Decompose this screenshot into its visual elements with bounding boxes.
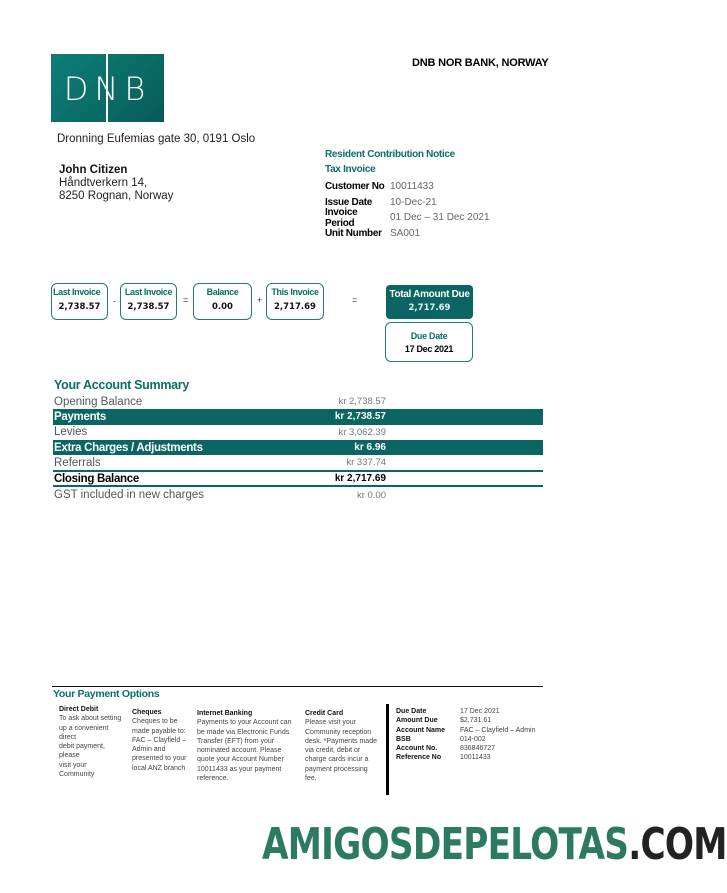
field-label: Invoice Period	[325, 206, 358, 229]
detail-label: BSB	[396, 735, 411, 743]
detail-row-bsb	[396, 735, 535, 744]
method-line: debit payment,	[59, 743, 105, 751]
recipient-name: John Citizen	[59, 164, 128, 176]
watermark-main: AMIGOSDEPELOTAS	[262, 819, 629, 870]
field-label: Unit Number	[325, 227, 382, 239]
recipient-address-block	[59, 164, 173, 203]
row-value: kr 2,717.69	[334, 473, 386, 485]
box-label: This Invoice	[271, 287, 319, 297]
payment-method-cheques	[132, 708, 194, 773]
detail-value: 10011433	[460, 754, 491, 762]
method-line: To ask about setting	[59, 715, 122, 723]
box-value: 2,738.57	[58, 302, 101, 312]
row-value: kr 3,062.39	[338, 426, 386, 438]
payment-method-credit-card	[305, 709, 385, 783]
notice-subtitle: Tax Invoice	[325, 164, 376, 175]
detail-row-amount-due	[396, 716, 535, 725]
row-label: Extra Charges / Adjustments	[54, 441, 203, 454]
summary-row-extra-charges	[53, 440, 543, 455]
bank-payment-details	[396, 707, 535, 763]
sender-address: Dronning Eufemias gate 30, 0191 Oslo	[57, 133, 256, 145]
invoice-details	[325, 149, 490, 241]
method-line: nominated account. Please	[197, 747, 282, 755]
summary-row-gst	[53, 487, 543, 502]
method-line: local ANZ branch	[132, 764, 186, 772]
notice-title: Resident Contribution Notice	[325, 149, 455, 160]
field-value: 01 Dec – 31 Dec 2021	[390, 212, 490, 224]
method-line: Payments to your Account can	[197, 719, 292, 727]
payment-method-internet-banking	[197, 709, 297, 783]
due-date-label: Due Date	[410, 331, 448, 341]
method-line: direct	[59, 733, 77, 741]
plus-operator: +	[257, 295, 263, 305]
summary-row-payments	[53, 409, 543, 424]
detail-value: $2,731.61	[460, 717, 492, 725]
summary-row-closing-balance	[53, 470, 543, 487]
watermark	[262, 820, 727, 870]
method-line: desk. *Payments made	[305, 737, 377, 745]
method-heading: Internet Banking	[197, 710, 253, 717]
payment-method-direct-debit	[59, 705, 125, 779]
payment-slip-divider	[386, 704, 389, 795]
method-line: via credit, debit or	[305, 747, 361, 755]
last-invoice-box-2	[120, 283, 177, 320]
detail-label: Amount Due	[396, 717, 438, 725]
method-line: up a convenient	[59, 724, 109, 732]
row-label: Closing Balance	[54, 472, 139, 485]
method-line: please	[59, 752, 80, 760]
method-line: Please visit your	[305, 719, 356, 727]
method-line: Cheques to be	[132, 718, 178, 726]
recipient-address-line1: Håndtverkern 14,	[59, 177, 148, 189]
row-value: kr 2,738.57	[338, 396, 386, 408]
balance-box	[193, 283, 252, 320]
detail-value: FAC – Clayfield – Admin	[460, 726, 536, 734]
row-value: kr 6.96	[354, 442, 386, 454]
account-summary	[53, 378, 543, 503]
last-invoice-box-1	[51, 283, 108, 320]
detail-label: Reference No	[396, 754, 442, 762]
method-line: fee.	[305, 775, 317, 783]
row-label: Referrals	[54, 456, 101, 469]
watermark-tld: .COM	[628, 819, 727, 870]
total-value: 2,717.69	[408, 303, 451, 313]
row-label: GST included in new charges	[54, 489, 205, 502]
detail-row-due-date	[396, 707, 535, 716]
minus-operator: -	[113, 296, 116, 306]
method-line: Admin and	[132, 746, 166, 754]
total-label: Total Amount Due	[389, 289, 470, 300]
box-value: 0.00	[212, 302, 233, 312]
payment-options-title: Your Payment Options	[53, 688, 160, 700]
box-label: Balance	[206, 287, 239, 297]
unit-number-row	[325, 226, 490, 242]
summary-title: Your Account Summary	[54, 378, 189, 392]
method-heading: Credit Card	[305, 710, 344, 717]
detail-row-account-name	[396, 726, 535, 735]
row-label: Levies	[54, 426, 88, 439]
field-label: Customer No	[325, 181, 385, 193]
row-label: Payments	[54, 410, 106, 423]
box-value: 2,717.69	[274, 302, 316, 312]
this-invoice-box	[266, 283, 324, 320]
row-value: kr 2,738.57	[334, 411, 386, 423]
equals-operator-2: =	[352, 295, 358, 305]
equals-operator: =	[183, 295, 189, 305]
field-label: Issue Date	[325, 196, 373, 208]
recipient-address-line2: 8250 Rognan, Norway	[59, 190, 174, 202]
detail-row-account-no	[396, 744, 535, 753]
method-line: be made via Electronic Funds	[197, 728, 290, 736]
due-date-value: 17 Dec 2021	[404, 344, 454, 354]
detail-label: Due Date	[396, 708, 427, 715]
method-line: Community reception	[305, 728, 372, 736]
field-value: SA001	[390, 227, 421, 239]
method-line: made payable to:	[132, 727, 186, 735]
detail-label: Account Name	[396, 726, 446, 734]
bank-name: DNB NOR BANK, NORWAY	[412, 57, 549, 69]
summary-row-referrals	[53, 455, 543, 470]
method-line: Transfer (EFT) from your	[197, 737, 275, 745]
method-line: visit your	[59, 761, 87, 769]
detail-value: 17 Dec 2021	[460, 708, 500, 715]
detail-value: 014-002	[460, 735, 486, 743]
dnb-logo	[51, 54, 164, 122]
method-line: payment processing	[305, 765, 368, 773]
field-value: 10-Dec-21	[390, 196, 437, 208]
box-value: 2,738.57	[127, 302, 170, 312]
summary-row-opening-balance	[53, 394, 543, 409]
detail-value: 836846727	[460, 745, 496, 753]
method-line: charge cards incur a	[305, 756, 369, 764]
payment-options-section	[52, 686, 543, 700]
row-label: Opening Balance	[54, 395, 143, 408]
summary-row-levies	[53, 425, 543, 440]
method-heading: Direct Debit	[59, 706, 99, 713]
due-date-box	[385, 322, 473, 362]
detail-row-reference-no	[396, 753, 535, 762]
method-heading: Cheques	[132, 709, 162, 716]
box-label: Last Invoice	[53, 287, 101, 297]
logo-text: DNB	[63, 70, 152, 108]
method-line: Community	[59, 771, 95, 779]
method-line: reference.	[197, 775, 229, 783]
method-line: FAC – Clayfield –	[132, 736, 187, 744]
box-label: Last Invoice	[124, 287, 173, 297]
method-line: 10011433 as your payment	[197, 765, 282, 773]
field-value: 10011433	[390, 181, 434, 193]
method-line: presented to your	[132, 755, 187, 763]
detail-label: Account No.	[396, 745, 438, 753]
invoice-period-row	[325, 206, 490, 229]
customer-no-row	[325, 179, 490, 195]
total-amount-due-box	[386, 285, 473, 319]
row-value: kr 0.00	[356, 489, 386, 501]
method-line: quote your Account Number	[197, 756, 284, 764]
row-value: kr 337.74	[346, 457, 386, 469]
